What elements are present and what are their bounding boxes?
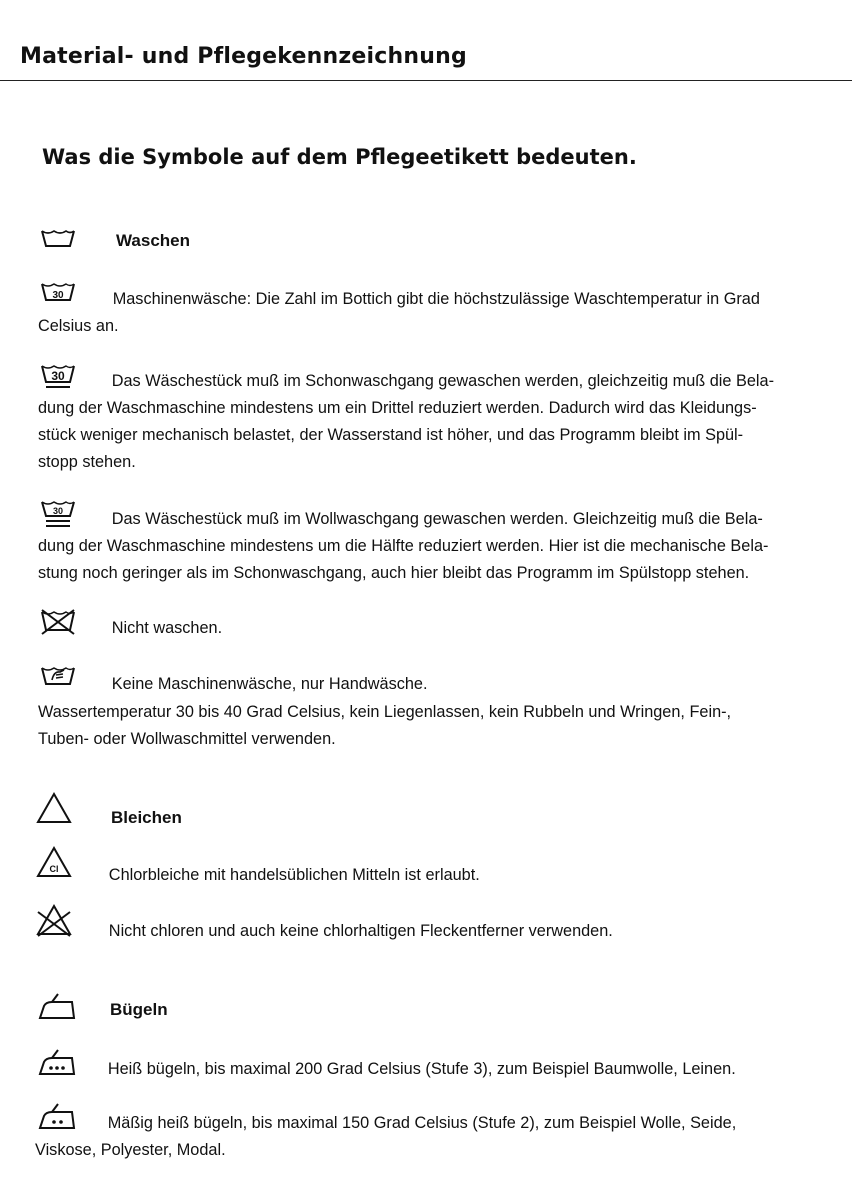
text-line: Nicht waschen. <box>111 618 223 637</box>
text-line: stung noch geringer als im Schonwaschgang, auch hier bleibt das Programm im Spülstopp stehen. <box>38 563 750 582</box>
text-line: Das Wäschestück muß im Wollwaschgang gewaschen werden. Gleichzeitig muß die Bela- <box>111 509 763 528</box>
section-title: Was die Symbole auf dem Pflegeetikett bedeuten. <box>42 145 637 169</box>
chlorine-bleach-icon <box>36 846 80 878</box>
text-line: Heiß bügeln, bis maximal 200 Grad Celsius (Stufe 3), zum Beispiel Baumwolle, Leinen. <box>107 1059 736 1078</box>
text-line: Keine Maschinenwäsche, nur Handwäsche. <box>111 674 428 693</box>
text-line: dung der Waschmaschine mindestens um ein Drittel reduziert werden. Dadurch wird das Kleidungs- <box>38 398 757 417</box>
svg-text:30: 30 <box>52 290 64 301</box>
header-divider <box>0 80 852 81</box>
wash-30-gentle-icon <box>36 360 80 392</box>
no-bleach-icon <box>36 904 80 936</box>
text-line: Viskose, Polyester, Modal. <box>35 1140 226 1159</box>
iron-icon <box>36 992 80 1024</box>
text-line: Maschinenwäsche: Die Zahl im Bottich gibt die höchstzulässige Waschtemperatur in Grad <box>112 289 760 308</box>
text-line: Chlorbleiche mit handelsüblichen Mitteln ist erlaubt. <box>108 865 480 884</box>
heading-bleichen: Bleichen <box>111 808 182 827</box>
wash-30-icon <box>36 278 80 310</box>
text-line: Wassertemperatur 30 bis 40 Grad Celsius, kein Liegenlassen, kein Rubbeln und Wringen, Fein-, <box>38 702 732 721</box>
text-line: Mäßig heiß bügeln, bis maximal 150 Grad Celsius (Stufe 2), zum Beispiel Wolle, Seide, <box>107 1113 737 1132</box>
text-line: dung der Waschmaschine mindestens um die Hälfte reduziert werden. Hier ist die mechanische Bela- <box>38 536 769 555</box>
text-line: Tuben- oder Wollwaschmittel verwenden. <box>38 729 336 748</box>
text-line: Das Wäschestück muß im Schonwaschgang gewaschen werden, gleichzeitig muß die Bela- <box>111 371 775 390</box>
iron-2-dots-icon <box>36 1102 80 1134</box>
hand-wash-icon <box>36 662 80 694</box>
text-line: Celsius an. <box>38 316 119 335</box>
svg-text:30: 30 <box>52 506 64 516</box>
text-line: stück weniger mechanisch belastet, der Wasserstand ist höher, und das Programm bleibt im Spül- <box>38 425 744 444</box>
text-line: Nicht chloren und auch keine chlorhaltigen Fleckentferner verwenden. <box>108 921 613 940</box>
bleach-triangle-icon <box>36 792 80 824</box>
heading-waschen: Waschen <box>116 231 191 250</box>
svg-text:Cl: Cl <box>49 864 59 874</box>
wash-30-wool-icon <box>36 498 80 530</box>
svg-text:30: 30 <box>51 369 65 383</box>
wash-tub-icon <box>36 222 80 254</box>
page-header-title: Material- und Pflegekennzeichnung <box>20 44 467 69</box>
heading-buegeln: Bügeln <box>110 1000 168 1019</box>
no-wash-icon <box>36 606 80 638</box>
iron-3-dots-icon <box>36 1048 80 1080</box>
text-line: stopp stehen. <box>38 452 136 471</box>
